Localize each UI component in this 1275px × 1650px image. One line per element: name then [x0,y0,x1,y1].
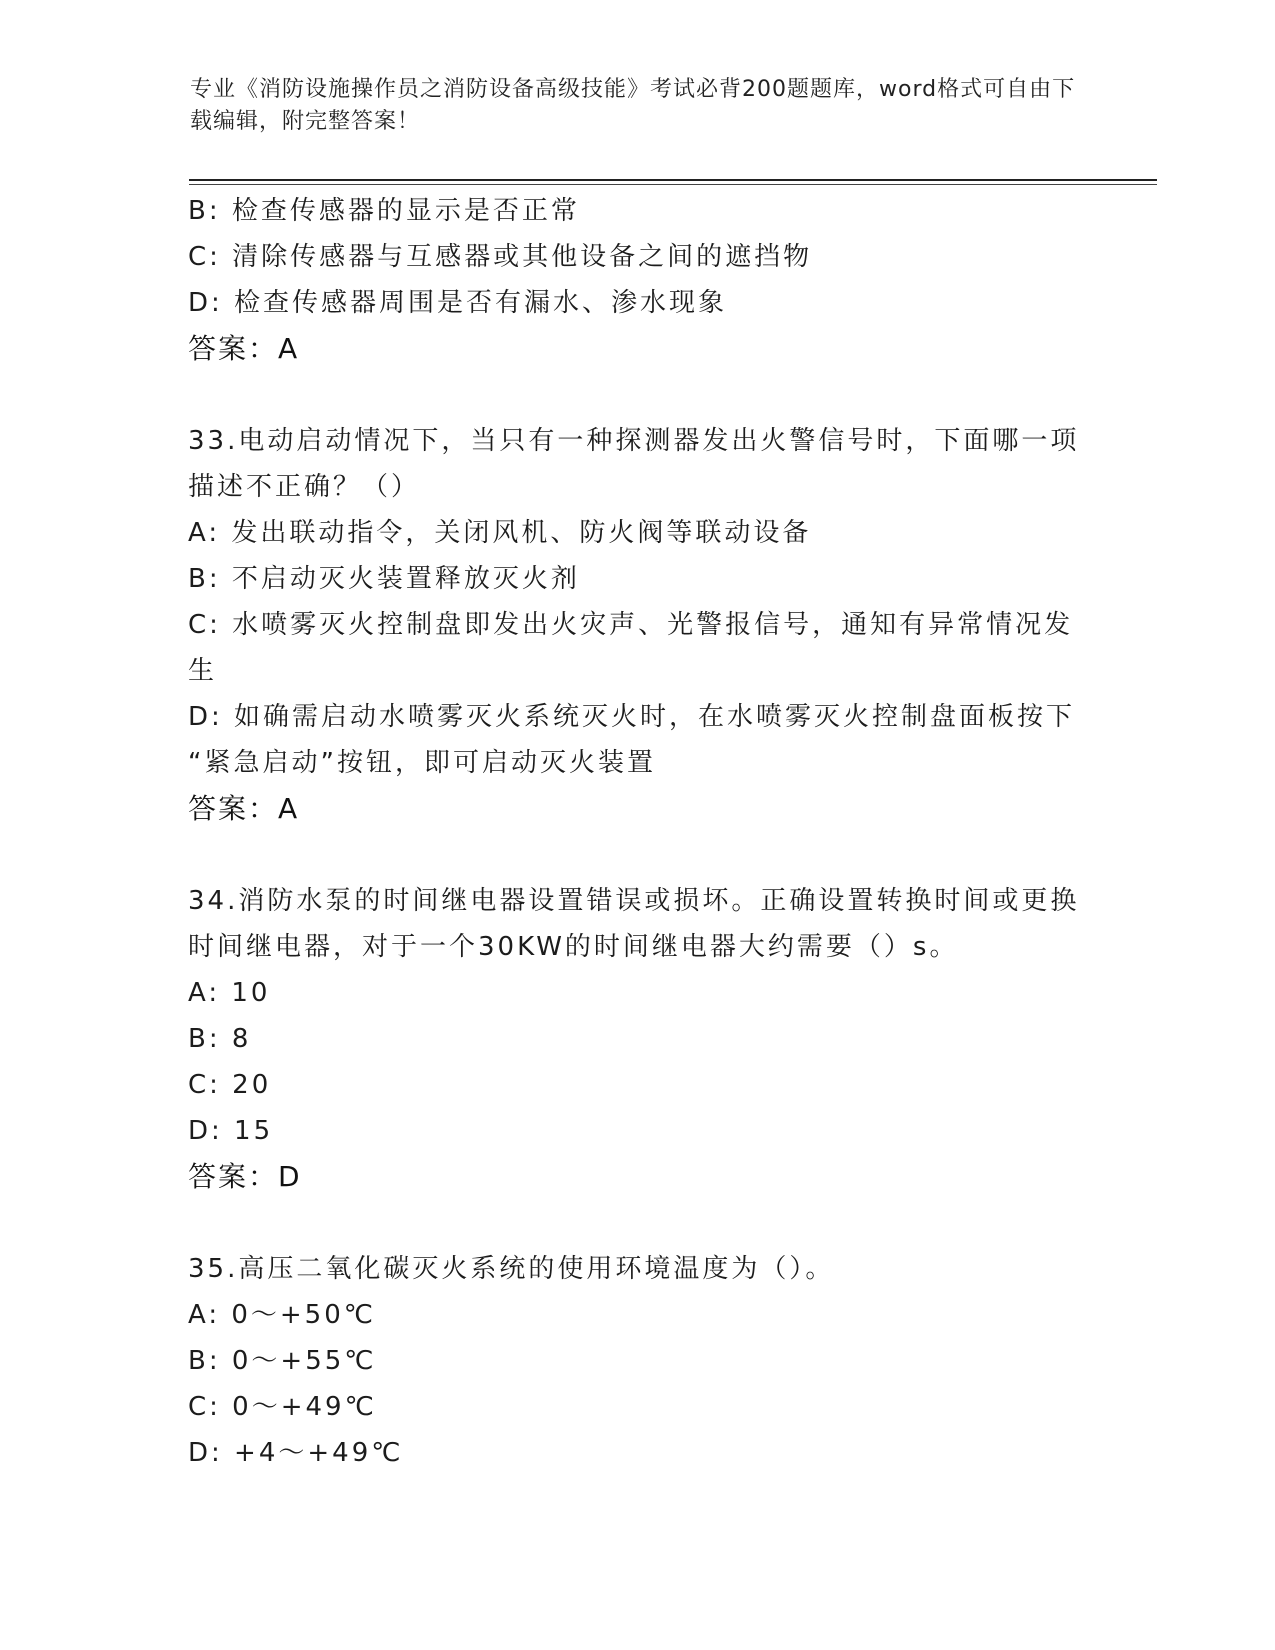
option-b: B: 检查传感器的显示是否正常 [188,196,580,226]
question-block-33 [188,418,1088,832]
question-text: 34.消防水泵的时间继电器设置错误或损坏。正确设置转换时间或更换 [188,886,1080,916]
option-d-cont: “紧急启动”按钮，即可启动灭火装置 [188,748,656,778]
spacer [188,372,1088,418]
answer: 答案：A [188,792,300,825]
question-text-cont: 时间继电器，对于一个30KW的时间继电器大约需要（）s。 [188,932,959,962]
option-a: A: 10 [188,978,271,1008]
question-block-32 [188,188,1088,372]
option-b: B: 0～+55℃ [188,1346,377,1376]
option-c: C: 水喷雾灭火控制盘即发出火灾声、光警报信号，通知有异常情况发 [188,610,1074,640]
question-text: 35.高压二氧化碳灭火系统的使用环境温度为（）。 [188,1254,835,1284]
option-c-cont: 生 [188,656,218,686]
answer: 答案：D [188,1160,302,1193]
option-d: D: +4～+49℃ [188,1438,404,1468]
option-b: B: 8 [188,1024,252,1054]
spacer [188,832,1088,878]
option-d: D: 检查传感器周围是否有漏水、渗水现象 [188,288,728,318]
question-block-35 [188,1246,1088,1476]
answer: 答案：A [188,332,300,365]
page-header [190,74,1090,138]
question-text: 33.电动启动情况下，当只有一种探测器发出火警信号时，下面哪一项 [188,426,1080,456]
option-b: B: 不启动灭火装置释放灭火剂 [188,564,580,594]
header-title: 专业《消防设施操作员之消防设备高级技能》考试必背200题题库，word格式可自由下载编辑，附完整答案！ [190,77,1076,134]
question-list [188,188,1088,1476]
header-divider-thin [189,184,1157,185]
spacer [188,1200,1088,1246]
question-block-34 [188,878,1088,1200]
option-a: A: 0～+50℃ [188,1300,376,1330]
option-c: C: 20 [188,1070,272,1100]
question-text-cont: 描述不正确？（） [188,472,421,502]
option-c: C: 清除传感器与互感器或其他设备之间的遮挡物 [188,242,813,272]
option-c: C: 0～+49℃ [188,1392,377,1422]
option-d: D: 如确需启动水喷雾灭火系统灭火时，在水喷雾灭火控制盘面板按下 [188,702,1076,732]
header-divider-thick [189,179,1157,181]
option-a: A: 发出联动指令，关闭风机、防火阀等联动设备 [188,518,812,548]
option-d: D: 15 [188,1116,274,1146]
